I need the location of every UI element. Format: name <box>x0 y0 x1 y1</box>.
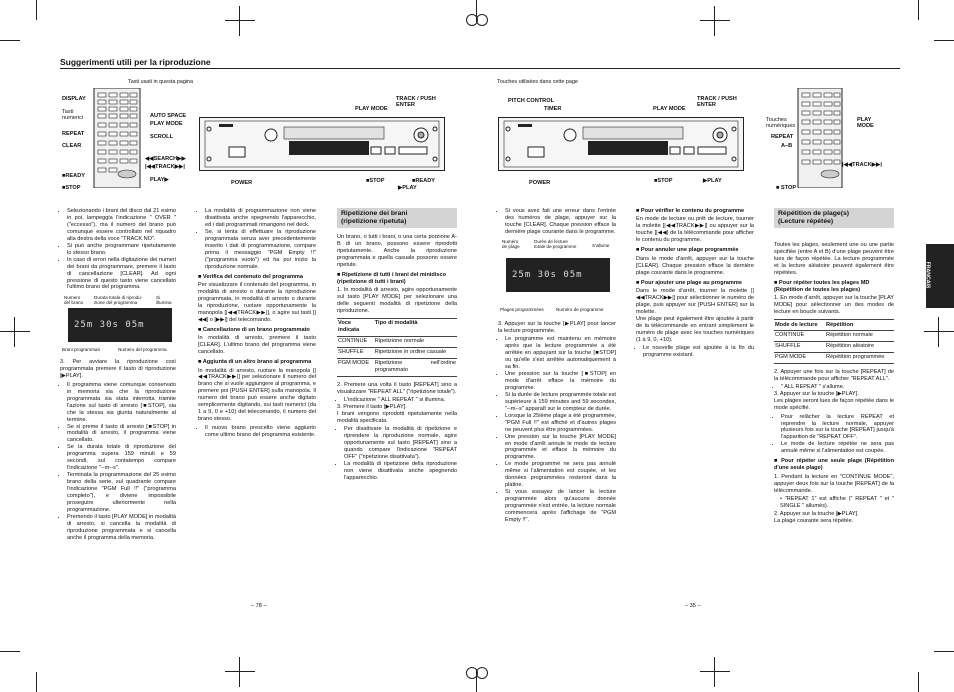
lcd-display <box>68 308 172 342</box>
registration-mark <box>924 317 954 347</box>
deck-label-play-mode: PLAY MODE <box>355 106 388 112</box>
remote-label-track: |◀◀TRACK▶▶| <box>842 162 882 168</box>
step-1: 1. Pendant la lecture en "CONTINUE MODE", appuyer deux fois sur la touche [REPEAT] de la télécommande. <box>774 473 894 494</box>
lcd-label-numero-programma: Numero del programma <box>118 347 167 353</box>
registration-mark <box>225 6 255 36</box>
crop-mark <box>918 0 919 20</box>
deck-label-timer: TIMER <box>544 106 562 112</box>
figure-caption: Touches utilisées dans cette page <box>497 79 578 85</box>
table-row: CONTINUE Ripetizione normale <box>337 336 457 347</box>
table-row: CONTINUE Répétition normale <box>774 330 894 341</box>
subheading: ■ Cancellazione di un brano programmato <box>198 326 310 333</box>
lcd-label-numero-programme: Numéro de programme <box>556 306 604 312</box>
lcd-label-brani-programmati: Brani programmati <box>62 347 100 353</box>
registration-mark <box>0 317 30 347</box>
crop-mark <box>0 40 20 41</box>
lcd-label-si-illumina: Si illumina <box>156 295 172 306</box>
deck-label-play: ▶PLAY <box>398 185 417 191</box>
left-column-2 <box>198 208 316 439</box>
list-item: • Il nuovo brano prescelto viene aggiunto come ultimo brano del programma esistente. <box>205 425 316 439</box>
remote-label-clear: CLEAR <box>62 143 82 149</box>
paragraph: Toutes les plages, seulement une ou une partie spécifiée (entre A et B) d'une plage peuvent être lues de façon répétée. La lecture programmée et la lecture aléatoire peuvent également être répétées. <box>774 242 894 276</box>
list-item: • Premendo il tasto [PLAY MODE] in modalità di arresto, si cancella la modalità di riproduzione programmata e si cancella anche il programma della memoria. <box>67 514 176 542</box>
list-item: • Il programma viene comunque conservato in memoria sia che la riproduzione programmata sia stata interrotta tramite l'azione sul tasto di arresto [■STOP], sia che la stessa sia giunta naturalmente al termine. <box>67 382 176 424</box>
remote-label-ab: A–B <box>781 143 793 149</box>
crop-mark <box>36 0 37 20</box>
lcd-figure <box>498 239 616 319</box>
left-column-3 <box>337 208 457 482</box>
remote-label-play-mode: PLAY MODE <box>857 117 874 129</box>
remote-label-scroll: SCROLL <box>150 134 173 140</box>
right-column-1 <box>498 208 616 524</box>
subheading: ■ Verifica del contenuto del programma <box>198 273 304 280</box>
list-item: • In caso di errori nella digitazione dei numeri dei brani da programmare, premere il tasto di cancellazione [CLEAR]. Ad ogni pressione di questo tasto viene cancellato l'ultimo brano del programma. <box>67 257 176 292</box>
remote-label-stop: ■STOP <box>62 185 81 191</box>
deck-label-stop: ■STOP <box>654 178 673 184</box>
step-2: 2. Premere una volta il tasto [REPEAT] sino a visualizzare "REPEAT ALL" ("ripetizione totale"). <box>337 381 457 395</box>
list-item: • Une pression sur la touche [■STOP] en mode d'arrêt efface la mémoire du programme. <box>505 371 616 392</box>
list-item: • Per disattivare la modalità di ripetizione e riprendere la riproduzione normale, agire opportunamente sul tasto [REPEAT] sino a quando compare l'indicazione "REPEAT OFF" ("ripetizione disattivata"). <box>344 426 457 461</box>
deck-label-power: POWER <box>231 180 253 186</box>
crop-mark <box>934 651 954 652</box>
figure-caption: Tasti usati in questa pagina <box>128 79 194 85</box>
cd-deck-illustration <box>498 117 744 171</box>
crop-mark <box>918 672 919 692</box>
list-item: • Si vous avez fait une erreur dans l'entrée des numéros de plage, appuyer sur la touche [CLEAR]. Chaque pression efface la dernière plage courante dans le programme. <box>505 208 616 236</box>
registration-circle <box>476 667 488 679</box>
page-number: – 35 – <box>685 603 701 609</box>
left-column-1 <box>60 208 176 542</box>
subheading: ■ Aggiunta di un altro brano al programma <box>198 359 312 366</box>
subheading: ■ Ripetizione di tutti i brani del minidisco (ripetizione di tutti i brani) <box>337 271 447 285</box>
crop-mark <box>0 651 20 652</box>
language-tab <box>926 244 954 308</box>
deck-label-play-mode: PLAY MODE <box>653 106 686 112</box>
remote-label-display: DISPLAY <box>62 96 86 102</box>
step-3: 3. Appuyer sur la touche [▶PLAY]. Les plages seront lues de façon répétée dans le mode spécifié. <box>774 391 894 412</box>
box-title: Répétition de plage(s) (Lecture répétée) <box>774 208 894 228</box>
remote-label-tasti-numerici: Tasti numerici <box>62 109 84 121</box>
list-item: • Si la durée de lecture programmée totale est supérieure à 159 minutes and 59 secondes, "--m--s" apparaît sur le compteur de durée. <box>505 392 616 413</box>
crop-mark <box>934 40 954 41</box>
deck-label-track: TRACK / PUSH ENTER <box>697 96 737 108</box>
list-item: • Se la durata totale di riproduzione del programma supera 159 minuti e 59 secondi, sul contatempo compare l'indicazione "--m--s". <box>67 444 176 472</box>
subheading: ■ Pour annuler une plage programmée <box>636 247 739 254</box>
list-item: • Le nouvelle plage est ajoutée à la fin du programme existant. <box>643 345 754 359</box>
registration-mark <box>700 657 730 687</box>
language-tab-label: FRANÇAIS <box>924 261 931 289</box>
step-note: • "REPEAT 1" est affiche (" REPEAT " et " SINGLE " allumés). <box>780 496 894 509</box>
subheading: ■ Pour ajouter une plage au programme <box>636 279 742 286</box>
page-number: – 78 – <box>251 603 267 609</box>
list-item: • " ALL REPEAT " s'allume. <box>781 384 894 391</box>
deck-label-track: TRACK / PUSH ENTER <box>396 96 436 108</box>
lcd-label-numero-plage: Numéro de plage <box>502 238 520 249</box>
lcd-label-duree: Durée de lecture totale de programme <box>534 238 577 249</box>
lcd-readout: 25m 30s 05m <box>512 269 583 280</box>
list-item: • Si vous essayez de lancer la lecture programmée alors qu'aucune donnée programmée n'est entrée, la lecture normale commencera après l'affichage de "PGM Empty !!". <box>505 489 616 524</box>
paragraph: En mode de lecture ou prêt de lecture, tourner la molette [|◀◀TRACK▶▶|] ou appuyer sur la touche [|◀◀] de la télécommande pour afficher le contenu du programme. <box>636 216 754 244</box>
remote-control-illustration <box>794 88 854 188</box>
paragraph: Dans le mode d'arrêt, tourner la molette [|◀◀TRACK▶▶|] pour sélectionner le numéro de plage, puis appuyer sur [PUSH ENTER] sur la molette. Une plage peut également être ajoutée à partir de la télécommande en entrant simplement le numéro de plage avec les touches numériques (1 à 9, 0, +10). <box>636 288 754 343</box>
paragraph: In modalità di arresto, ruotare la manopola [|◀◀TRACK▶▶|] per selezionare il numero del brano che si vuole aggiungere al programma, e premere poi [PUSH ENTER] sulla manopola. Il numero del brano può essere anche digitato semplicemente digitando, sui tasti numerici (da 1 a 9, 0 e +10) del telecomando, il numero del brano stesso. <box>198 367 316 423</box>
crop-mark <box>36 672 37 692</box>
section-title: Suggerimenti utili per la riproduzione <box>60 57 211 67</box>
mode-table <box>337 318 457 377</box>
paragraph: Un brano, o tutti i brani, o una certa porzione A-B di un brano, possono essere riprodotti ripetutamente. Anche la riproduzione programmata e quella casuale possono essere ripetute. <box>337 234 457 268</box>
table-row: Mode de lecture Répétition <box>774 320 894 331</box>
table-row: SHUFFLE Répétition aléatoire <box>774 341 894 352</box>
list-item: • Le mode programmé ne sera pas annulé même si l'alimentation est coupée, et les données programmées resteront dans la platine. <box>505 461 616 489</box>
paragraph: Dans le mode d'arrêt, appuyer sur la touche [CLEAR]. Chaque pression efface la dernière plage courante dans le programme. <box>636 255 754 276</box>
lcd-label-durata-totale: Durata totale di riprodu- zione del programma <box>94 295 143 306</box>
lcd-figure <box>60 295 176 357</box>
remote-label-repeat: REPEAT <box>62 131 85 137</box>
step-3: 3. Appuyer sur la touche [▶PLAY] pour lancer la lecture programmée. <box>498 320 617 334</box>
deck-label-play: ▶PLAY <box>703 178 722 184</box>
table-row: PGM MODE Répétition programmée <box>774 352 894 363</box>
registration-circle <box>476 14 488 26</box>
list-item: • Une pression sur la touche [PLAY MODE] en mode d'arrêt annule le mode de lecture programmée et efface la mémoire du programme. <box>505 434 616 462</box>
remote-label-search: ◀◀SEARCH▶▶ <box>145 156 186 162</box>
right-column-2 <box>636 208 754 359</box>
box-title: Ripetizione dei brani (ripetizione ripetuta) <box>337 208 457 228</box>
registration-mark <box>225 657 255 687</box>
header-rule <box>60 68 900 69</box>
deck-label-power: POWER <box>529 180 551 186</box>
deck-label-ready: ■READY <box>412 178 435 184</box>
registration-mark <box>700 6 730 36</box>
remote-label-repeat: REPEAT <box>771 134 794 140</box>
list-item: • Se si preme il tasto di arresto [■STOP] in modalità di arresto, il programma viene cancellato. <box>67 424 176 445</box>
remote-label-touches-numeriques: Touches numériques <box>766 117 796 129</box>
step-1: 1. En mode d'arrêt, appuyer sur la touche [PLAY MODE] pour sélectionner un des modes de lecture en boucle suivants. <box>774 295 894 316</box>
remote-label-play: PLAY▶ <box>150 177 169 183</box>
lcd-display <box>506 258 610 292</box>
cd-deck-illustration <box>199 117 445 171</box>
paragraph: Per visualizzare il contenuto del programma, in modalità di arresto o durante la riproduzione programmata, in modalità di arresto o durante la riproduzione, ruotare opportunamente la manopola [|◀◀TRACK▶▶|], o agire sui tasti [|◀◀] o [▶▶|] del telecomando. <box>198 282 316 323</box>
list-item: • La modalità di programmazione non viene disattivata anche spegnendo l'apparecchio, ed i dati programmati rimangono nel deck. <box>205 208 316 229</box>
list-item: • Le programme est maintenu en mémoire après que la lecture programmée a été arrêtée en appuyant sur la touche [■STOP] ou qu'elle s'est arrêtée automatiquement à sa fin. <box>505 336 616 371</box>
lcd-label-sallume: S'allume <box>592 242 610 248</box>
list-item: • Pour relâcher la lecture REPEAT et reprendre la lecture normale, appuyer plusieurs fois sur la touche [REPEAT] jusqu'à l'apparition de "REPEAT OFF". <box>781 414 894 442</box>
list-item: • Le mode de lecture répétée ne sera pas annulé même si l'alimentation est coupée. <box>781 441 894 455</box>
remote-label-track: |◀◀TRACK▶▶| <box>145 164 185 170</box>
lcd-readout: 25m 30s 05m <box>74 320 145 331</box>
list-item: • Terminata la programmazione del 25 esimo brano della serie, sul quadrante compare l'indicazione "PGM Full !!" ("programma completo"), e diviene impossibile proseguire ulteriormente nella programmazione. <box>67 472 176 514</box>
subheading: ■ Pour répéter une seule plage (Répétition d'une seule plage) <box>774 458 894 472</box>
deck-label-pitch-control: PITCH CONTROL <box>508 98 554 104</box>
list-item: • Si può anche programmare ripetutamente lo stesso brano. <box>67 243 176 257</box>
deck-label-stop: ■STOP <box>366 178 385 184</box>
lcd-label-numero-brano: Numero del brano <box>64 295 84 306</box>
list-item: • La modalità di ripetizione della riproduzione non viene disattivata anche spegnendo l'apparecchio. <box>344 461 457 482</box>
subheading: ■ Pour répéter toutes les plages MD (Répétition de toutes les plages) <box>774 279 870 293</box>
right-column-3 <box>774 208 894 527</box>
remote-label-stop: ■ STOP <box>776 185 797 191</box>
list-item: • Lorsque la 25ième plage a été programmée, "PGM Full !!" est affiché et d'autres plages ne peuvent plus être programmées. <box>505 413 616 434</box>
step-2: 2. Appuyer une fois sur la touche [REPEAT] de la télécommande pour afficher "REPEAT ALL". <box>774 368 894 382</box>
table-row: Voce indicata Tipo di modalità <box>337 318 457 336</box>
remote-label-play-mode: PLAY MODE <box>150 121 183 127</box>
remote-label-ready: ■READY <box>62 173 85 179</box>
subheading: ■ Pour vérifier le contenu du programme <box>636 208 745 214</box>
list-item: • Selezionando i brani del disco dal 21 esimo in poi, lampeggia l'indicazione " OVER " ("eccesso"), ma il numero del brano può comunque essere controllato nel riquadro alla destra della voce "TRACK NO". <box>67 208 176 243</box>
remote-label-auto-space: AUTO SPACE <box>150 113 187 119</box>
table-row: SHUFFLE Ripetizione in ordine casuale <box>337 347 457 358</box>
step-3: 3. Premere il tasto [▶PLAY]. I brani vengono riprodotti ripetutamente nella modalità specificata. <box>337 404 457 424</box>
list-item: • Se, si tenta di effettuare la riproduzione programmata senza aver precedentemente inserito i dati di programmazione, compare prima il messaggio "PGM Empty !!" ("programma vuoto") ed ha poi inizio la riproduzione normale. <box>205 229 316 271</box>
lcd-label-plages-programmees: Plages programmées <box>500 306 544 312</box>
paragraph: In modalità di arresto, premere il tasto [CLEAR]. L'ultimo brano del programma viene cancellato. <box>198 335 316 356</box>
step-3: 3. Per avviare la riproduzione così programmata premere il tasto di riproduzione [▶PLAY]. <box>60 359 176 380</box>
table-row: PGM MODE Ripetizione nell'ordine programmato <box>337 358 457 376</box>
step-1: 1. In modalità di arresto, agire opportunamente sul tasto [PLAY MODE] per selezionare una delle seguenti modalità di ripetizione della riproduzione. <box>337 287 457 315</box>
list-item: • L'indicazione " ALL REPEAT " si illumina. <box>344 397 457 404</box>
mode-table <box>774 319 894 364</box>
step-2: 2. Appuyer sur la touche [▶PLAY]. La plage courante sera répétée. <box>774 511 859 525</box>
